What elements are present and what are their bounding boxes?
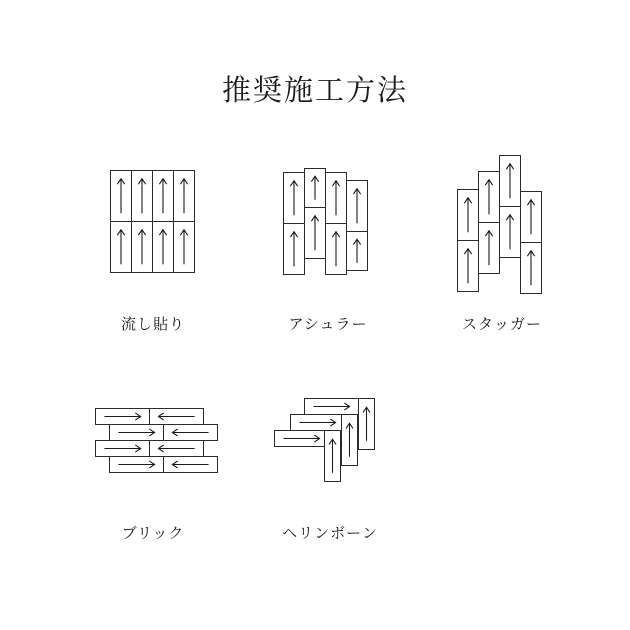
- arrow-left-icon: [150, 409, 203, 424]
- plank: [325, 172, 347, 224]
- arrow-up-icon: [284, 224, 304, 274]
- arrow-up-icon: [174, 171, 194, 221]
- plank: [283, 223, 305, 275]
- plank: [274, 430, 329, 447]
- arrow-up-icon: [132, 171, 152, 221]
- plank: [152, 221, 174, 273]
- pattern-stagger-planks: [457, 155, 547, 280]
- plank: [325, 223, 347, 275]
- plank: [131, 170, 153, 222]
- pattern-ashlar: [283, 168, 373, 278]
- arrow-up-icon: [111, 222, 131, 272]
- arrow-up-icon: [479, 223, 499, 273]
- pattern-ashlar-planks: [283, 168, 373, 278]
- arrow-up-icon: [326, 224, 346, 274]
- arrow-right-icon: [110, 457, 163, 472]
- arrow-left-icon: [150, 441, 203, 456]
- pattern-nagashibari-caption: 流し貼り: [120, 317, 185, 333]
- arrow-up-icon: [347, 232, 367, 270]
- arrow-up-icon: [325, 431, 340, 481]
- pattern-herringbone-caption: ヘリンボーン: [282, 526, 378, 542]
- arrow-up-icon: [153, 222, 173, 272]
- arrow-up-icon: [458, 241, 478, 291]
- arrow-left-icon: [164, 425, 217, 440]
- arrow-right-icon: [96, 441, 149, 456]
- arrow-up-icon: [132, 222, 152, 272]
- pattern-brick: [95, 408, 210, 480]
- plank: [173, 170, 195, 222]
- plank: [457, 240, 479, 292]
- arrow-up-icon: [326, 173, 346, 223]
- pattern-nagashibari: [110, 170, 196, 276]
- plank: [163, 424, 218, 441]
- plank: [304, 398, 359, 415]
- arrow-up-icon: [153, 171, 173, 221]
- arrow-up-icon: [521, 243, 541, 293]
- arrow-right-icon: [275, 431, 328, 446]
- plank: [520, 242, 542, 294]
- pattern-nagashibari-planks: [110, 170, 196, 276]
- plank: [95, 440, 150, 457]
- plank: [341, 414, 358, 466]
- plank: [149, 440, 204, 457]
- plank: [109, 456, 164, 473]
- plank: [457, 189, 479, 241]
- plank: [149, 408, 204, 425]
- arrow-up-icon: [479, 172, 499, 222]
- plank: [163, 456, 218, 473]
- arrow-up-icon: [347, 181, 367, 231]
- plank: [346, 180, 368, 232]
- plank: [173, 221, 195, 273]
- arrow-up-icon: [458, 190, 478, 240]
- pattern-stagger: [457, 155, 547, 280]
- arrow-right-icon: [305, 399, 358, 414]
- arrow-right-icon: [291, 415, 344, 430]
- plank: [478, 171, 500, 223]
- pattern-herringbone-planks: [274, 398, 384, 480]
- plank: [499, 155, 521, 207]
- arrow-up-icon: [500, 156, 520, 206]
- plank: [110, 221, 132, 273]
- arrow-up-icon: [111, 171, 131, 221]
- arrow-up-icon: [174, 222, 194, 272]
- plank: [304, 168, 326, 208]
- plank: [324, 430, 341, 482]
- plank: [499, 206, 521, 258]
- arrow-up-icon: [342, 415, 357, 465]
- arrow-up-icon: [305, 169, 325, 207]
- pattern-brick-caption: ブリック: [121, 526, 185, 542]
- plank: [358, 398, 375, 450]
- arrow-up-icon: [500, 207, 520, 257]
- plank: [152, 170, 174, 222]
- pattern-stagger-caption: スタッガー: [461, 317, 542, 333]
- page-title: 推奨施工方法: [221, 75, 408, 107]
- plank: [520, 191, 542, 243]
- arrow-up-icon: [521, 192, 541, 242]
- plank: [109, 424, 164, 441]
- plank: [95, 408, 150, 425]
- pattern-herringbone: [274, 398, 384, 480]
- plank: [131, 221, 153, 273]
- plank: [304, 207, 326, 259]
- plank: [290, 414, 345, 431]
- plank: [110, 170, 132, 222]
- arrow-up-icon: [305, 208, 325, 258]
- pattern-brick-planks: [95, 408, 210, 480]
- arrow-right-icon: [96, 409, 149, 424]
- pattern-ashlar-caption: アシュラー: [288, 317, 368, 333]
- plank: [478, 222, 500, 274]
- arrow-up-icon: [284, 173, 304, 223]
- arrow-up-icon: [359, 399, 374, 449]
- arrow-left-icon: [164, 457, 217, 472]
- plank: [283, 172, 305, 224]
- arrow-right-icon: [110, 425, 163, 440]
- plank: [346, 231, 368, 271]
